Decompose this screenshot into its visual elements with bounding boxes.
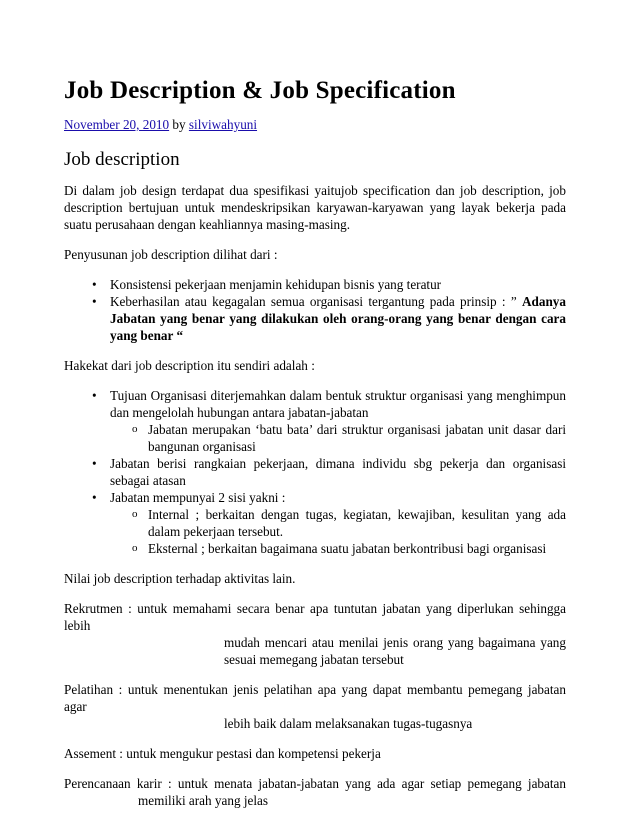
asesment-definition: Assement : untuk mengukur pestasi dan kompetensi pekerja — [64, 746, 381, 761]
sub-list — [110, 506, 566, 557]
bold-quote: Adanya Jabatan yang benar yang dilakukan oleh orang-orang yang benar dengan cara yang benar — [110, 294, 566, 343]
sub-list — [110, 421, 566, 455]
list-item: • Jabatan mempunyai 2 sisi yakni : o Internal ; berkaitan dengan tugas, kegiatan, kewajiban, kesulitan yang ada dalam pekerjaan tersebut. o Eksternal ; berkaitan bagaimana suatu jabatan berkontribusi bagi organisasi — [64, 489, 566, 557]
rekrutmen-definition: Rekrutmen : untuk memahami secara benar apa tuntutan jabatan yang diperlukan sehingga lebih mudah mencari atau menilai jenis orang yang bagaimana yang sesuai memegang jabatan tersebut — [64, 601, 566, 667]
post-meta — [64, 116, 257, 133]
section-heading: Job description — [64, 149, 180, 170]
sub-list-item: o Internal ; berkaitan dengan tugas, kegiatan, kewajiban, kesulitan yang ada dalam pekerjaan tersebut. — [110, 506, 566, 540]
pelatihan-definition: Pelatihan : untuk menentukan jenis pelatihan apa yang dapat membantu pemegang jabatan agar lebih baik dalam melaksanakan tugas-tugasnya — [64, 682, 566, 731]
penyusunan-label: Penyusunan job description dilihat dari : — [64, 247, 278, 262]
list-item: • Keberhasilan atau kegagalan semua organisasi tergantung pada prinsip : ” Adanya Jabatan yang benar yang dilakukan oleh orang-orang yang benar dengan cara yang benar “ — [64, 293, 566, 344]
list-item: • Jabatan berisi rangkaian pekerjaan, dimana individu sbg pekerja dan organisasi sebagai atasan — [64, 455, 566, 489]
list-item: • Konsistensi pekerjaan menjamin kehidupan bisnis yang teratur — [64, 276, 566, 293]
list-item: • Tujuan Organisasi diterjemahkan dalam bentuk struktur organisasi yang menghimpun dan mengelolah hubungan antara jabatan-jabatan o Jabatan merupakan ‘batu bata’ dari struktur organisasi jabatan unit dasar dari bangunan organisasi — [64, 387, 566, 455]
page-title: Job Description & Job Specification — [64, 77, 456, 104]
document-body — [64, 182, 566, 822]
hakekat-label: Hakekat dari job description itu sendiri adalah : — [64, 358, 315, 373]
sub-list-item: o Eksternal ; berkaitan bagaimana suatu jabatan berkontribusi bagi organisasi — [110, 540, 566, 557]
hakekat-list — [64, 387, 566, 557]
sub-list-item: o Jabatan merupakan ‘batu bata’ dari struktur organisasi jabatan unit dasar dari bangunan organisasi — [110, 421, 566, 455]
penyusunan-list — [64, 276, 566, 344]
author-link[interactable]: silviwahyuni — [188, 117, 258, 132]
perencanaan-definition: Perencanaan karir : untuk menata jabatan-jabatan yang ada agar setiap pemegang jabatan memiliki arah yang jelas — [64, 776, 566, 808]
intro-paragraph: Di dalam job design terdapat dua spesifikasi yaitujob specification dan job description, job description bertujuan untuk mendeskripsikan karyawan-karyawan yang layak bekerja pada suatu perusahaan dengan keahliannya masing-masing. — [64, 183, 566, 232]
nilai-label: Nilai job description terhadap aktivitas lain. — [64, 571, 296, 586]
post-date-link[interactable]: November 20, 2010 — [64, 117, 170, 132]
by-label: by — [172, 117, 186, 132]
